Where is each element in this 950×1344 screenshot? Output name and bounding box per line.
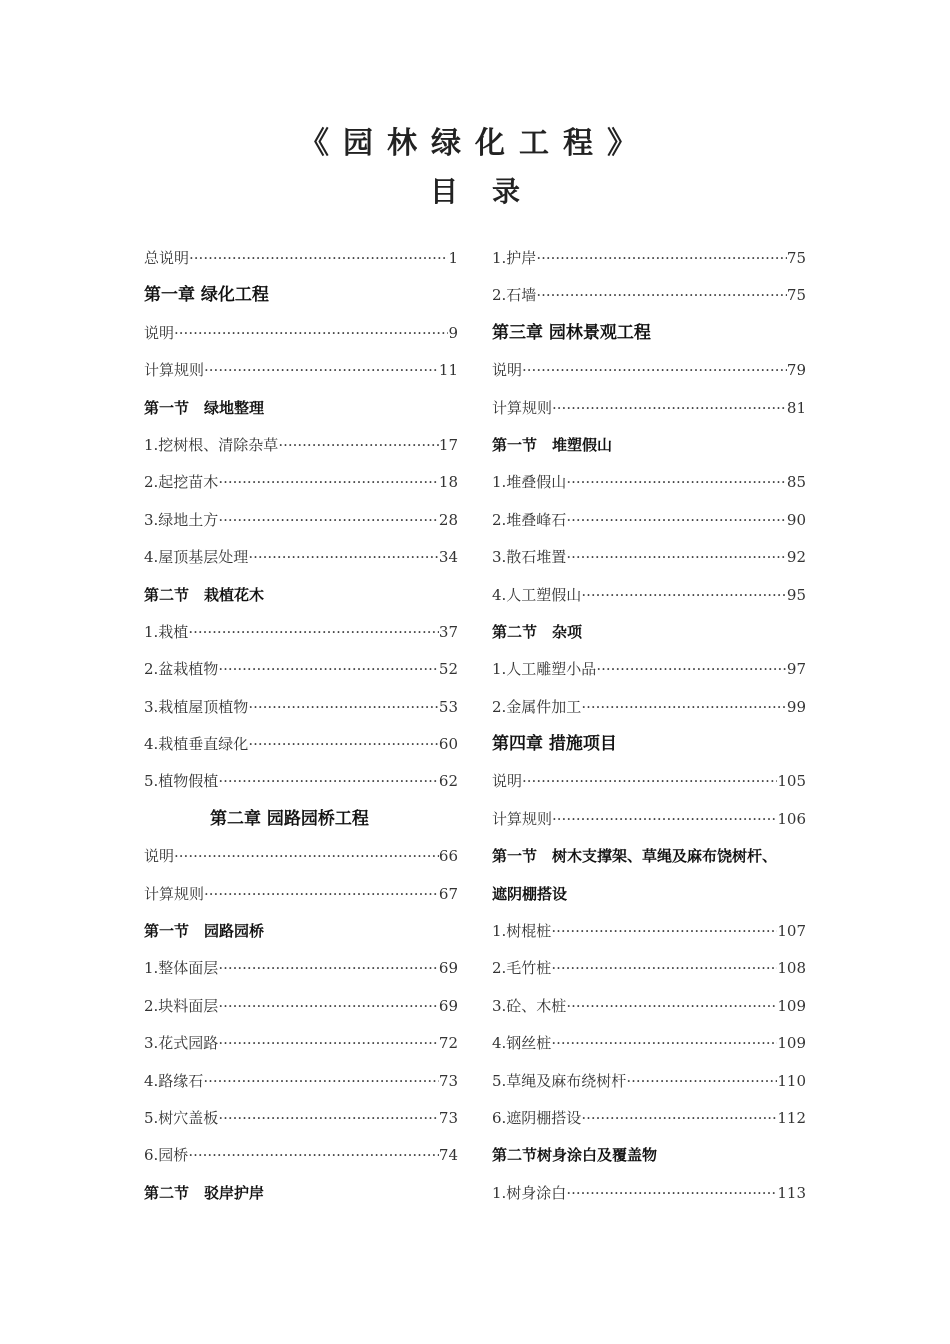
toc-entry-label: 计算规则 [144, 884, 205, 903]
toc-chapter-heading: 第二章 园路园桥工程 [210, 808, 369, 829]
toc-page-number: 69 [438, 959, 458, 978]
toc-page-number: 110 [777, 1071, 806, 1090]
toc-entry-label: 3.砼、木桩 [492, 996, 567, 1015]
dot-leader [581, 1100, 777, 1137]
toc-entry-label: 1.护岸 [492, 249, 537, 267]
toc-entry [144, 988, 458, 1025]
toc-entry-label: 2.石墙 [492, 286, 537, 305]
toc-page-number: 107 [777, 922, 806, 941]
toc-page-number: 106 [777, 809, 806, 828]
toc-entry-label: 5.草绳及麻布绕树杆 [492, 1071, 627, 1090]
toc-section-heading: 第一节 园路园桥 [144, 922, 265, 941]
dot-leader [248, 539, 439, 576]
toc-page-number: 9 [448, 323, 458, 342]
dot-leader [203, 1063, 439, 1100]
dot-leader [536, 240, 787, 277]
toc-page-number: 109 [777, 1034, 806, 1053]
toc-chapter-heading: 第三章 园林景观工程 [492, 322, 651, 343]
toc-page-number: 73 [438, 1108, 458, 1127]
toc-page-number: 92 [786, 548, 806, 567]
toc-entry [144, 726, 458, 763]
toc-page-number: 1 [448, 249, 458, 267]
toc-entry [492, 763, 806, 800]
toc-entry-label: 2.堆叠峰石 [492, 510, 567, 529]
toc-page-number: 108 [777, 959, 806, 978]
toc-entry-label: 说明 [492, 772, 523, 791]
toc-entry-label: 总说明 [144, 249, 190, 267]
toc-entry-label: 1.堆叠假山 [492, 473, 567, 492]
toc-entry [492, 689, 806, 726]
toc-entry-label: 1.整体面层 [144, 959, 219, 978]
toc-entry-label: 4.路缘石 [144, 1071, 204, 1090]
toc-entry [492, 913, 806, 950]
toc-entry [492, 651, 806, 688]
toc-entry [144, 651, 458, 688]
toc-page-number: 109 [777, 996, 806, 1015]
toc-entry [144, 838, 458, 875]
toc-entry-label: 4.人工塑假山 [492, 585, 582, 604]
toc-entry-label: 1.挖树根、清除杂草 [144, 435, 279, 454]
toc-entry-label: 6.遮阴棚搭设 [492, 1108, 582, 1127]
toc-page-number: 28 [438, 510, 458, 529]
dot-leader [566, 502, 787, 539]
toc-chapter-heading: 第四章 措施项目 [492, 734, 617, 755]
dot-leader [551, 950, 777, 987]
dot-leader [218, 1100, 439, 1137]
toc-entry [144, 502, 458, 539]
toc-section-heading: 第二节 栽植花木 [144, 585, 265, 604]
toc-page-number: 62 [438, 772, 458, 791]
toc-page-number: 17 [438, 435, 458, 454]
toc-entry [144, 240, 458, 277]
toc-entry-label: 5.树穴盖板 [144, 1108, 219, 1127]
toc-entry [492, 277, 806, 314]
toc-entry-label: 2.块料面层 [144, 996, 219, 1015]
toc-entry [144, 1100, 458, 1137]
dot-leader [218, 502, 439, 539]
dot-leader [218, 651, 439, 688]
toc-page-number: 113 [777, 1183, 806, 1202]
toc-entry-label: 6.园桥 [144, 1146, 189, 1165]
toc-entry [492, 390, 806, 427]
dot-leader [218, 1025, 439, 1062]
toc-page-number: 69 [438, 996, 458, 1015]
dot-leader [204, 876, 439, 913]
toc-page-number: 53 [438, 697, 458, 716]
toc-entry-label: 1.树棍桩 [492, 922, 552, 941]
toc-entry [144, 763, 458, 800]
toc-page-number: 112 [777, 1108, 806, 1127]
dot-leader [522, 352, 787, 389]
toc-entry [144, 1025, 458, 1062]
toc-entry-label: 5.植物假植 [144, 772, 219, 791]
toc-entry [492, 577, 806, 614]
dot-leader [551, 913, 777, 950]
toc-page-number: 67 [438, 884, 458, 903]
toc-entry-label: 2.金属件加工 [492, 697, 582, 716]
toc-entry [492, 352, 806, 389]
toc-entry [492, 502, 806, 539]
dot-leader [218, 988, 439, 1025]
toc-entry [144, 1137, 458, 1174]
dot-leader [188, 614, 439, 651]
toc-entry [144, 539, 458, 576]
toc-page-number: 97 [786, 660, 806, 679]
toc-entry-label: 4.钢丝桩 [492, 1034, 552, 1053]
toc-entry [492, 950, 806, 987]
toc-entry-label: 2.毛竹桩 [492, 959, 552, 978]
toc-entry [492, 801, 806, 838]
dot-leader [581, 689, 787, 726]
toc-entry [144, 614, 458, 651]
toc-entry [492, 464, 806, 501]
toc-entry [492, 240, 806, 277]
toc-page-number: 18 [438, 473, 458, 492]
dot-leader [248, 726, 439, 763]
dot-leader [626, 1063, 777, 1100]
dot-leader [248, 689, 439, 726]
toc-entry-label: 4.屋顶基层处理 [144, 548, 249, 567]
dot-leader [566, 988, 777, 1025]
toc-entry [144, 950, 458, 987]
dot-leader [566, 464, 787, 501]
toc-entry [492, 1175, 806, 1212]
toc-entry [144, 1063, 458, 1100]
dot-leader [218, 950, 439, 987]
toc-page-number: 11 [438, 361, 458, 380]
toc-page-number: 75 [786, 286, 806, 305]
toc-entry [144, 315, 458, 352]
dot-leader [188, 1137, 439, 1174]
dot-leader [566, 539, 787, 576]
toc-page-number: 37 [438, 622, 458, 641]
toc-page-number: 99 [786, 697, 806, 716]
dot-leader [551, 1025, 777, 1062]
toc-entry-label: 计算规则 [492, 398, 553, 417]
toc-entry [144, 464, 458, 501]
toc-entry-label: 计算规则 [492, 809, 553, 828]
toc-entry-label: 2.盆栽植物 [144, 660, 219, 679]
toc-entry-label: 1.栽植 [144, 622, 189, 641]
dot-leader [174, 838, 439, 875]
dot-leader [204, 352, 439, 389]
toc-entry-label: 3.栽植屋顶植物 [144, 697, 249, 716]
dot-leader [218, 763, 439, 800]
document-title: 《园林绿化工程》 [299, 126, 651, 161]
toc-entry-label: 说明 [144, 323, 175, 342]
toc-page-number: 72 [438, 1034, 458, 1053]
toc-page-number: 90 [786, 510, 806, 529]
toc-section-heading: 第一节 堆塑假山 [492, 435, 613, 454]
toc-entry-label: 计算规则 [144, 361, 205, 380]
toc-page-number: 74 [438, 1146, 458, 1165]
toc-heading: 目录 [429, 175, 554, 208]
dot-leader [278, 427, 439, 464]
toc-entry [144, 427, 458, 464]
dot-leader [552, 390, 787, 427]
toc-page-number: 73 [438, 1071, 458, 1090]
toc-section-heading: 第二节树身涂白及覆盖物 [492, 1146, 658, 1165]
dot-leader [566, 1175, 777, 1212]
toc-entry [144, 689, 458, 726]
dot-leader [218, 464, 439, 501]
toc-section-heading: 第一节 绿地整理 [144, 398, 265, 417]
toc-entry-label: 2.起挖苗木 [144, 473, 219, 492]
toc-page-number: 95 [786, 585, 806, 604]
toc-page-number: 105 [777, 772, 806, 791]
toc-entry-label: 4.栽植垂直绿化 [144, 735, 249, 754]
toc-entry [492, 1063, 806, 1100]
toc-page-number: 81 [786, 398, 806, 417]
toc-page-number: 85 [786, 473, 806, 492]
toc-entry-label: 1.树身涂白 [492, 1183, 567, 1202]
toc-page-number: 34 [438, 548, 458, 567]
dot-leader [552, 801, 777, 838]
dot-leader [596, 651, 787, 688]
toc-entry-label: 说明 [492, 361, 523, 380]
toc-chapter-heading: 第一章 绿化工程 [144, 285, 269, 306]
toc-section-heading: 第一节 树木支撑架、草绳及麻布饶树杆、 [492, 847, 778, 866]
toc-section-heading: 第二节 杂项 [492, 622, 583, 641]
dot-leader [536, 277, 787, 314]
toc-entry-label: 3.花式园路 [144, 1034, 219, 1053]
toc-section-heading: 第二节 驳岸护岸 [144, 1183, 265, 1202]
toc-page-number: 66 [438, 847, 458, 866]
toc-entry-label: 说明 [144, 847, 175, 866]
toc-entry-label: 1.人工雕塑小品 [492, 660, 597, 679]
dot-leader [522, 763, 777, 800]
toc-entry [492, 539, 806, 576]
dot-leader [189, 240, 448, 277]
toc-page-number: 60 [438, 735, 458, 754]
toc-section-heading: 遮阴棚搭设 [492, 884, 568, 903]
toc-entry [144, 352, 458, 389]
toc-right-column [492, 240, 806, 1212]
toc-entry-label: 3.散石堆置 [492, 548, 567, 567]
dot-leader [174, 315, 448, 352]
toc-entry-label: 3.绿地土方 [144, 510, 219, 529]
toc-page-number: 75 [786, 249, 806, 267]
toc-page-number: 79 [786, 361, 806, 380]
toc-entry [492, 1100, 806, 1137]
toc-page-number: 52 [438, 660, 458, 679]
toc-entry [492, 988, 806, 1025]
toc-left-column [144, 240, 458, 1212]
toc-entry [492, 1025, 806, 1062]
dot-leader [581, 577, 787, 614]
toc-entry [144, 876, 458, 913]
